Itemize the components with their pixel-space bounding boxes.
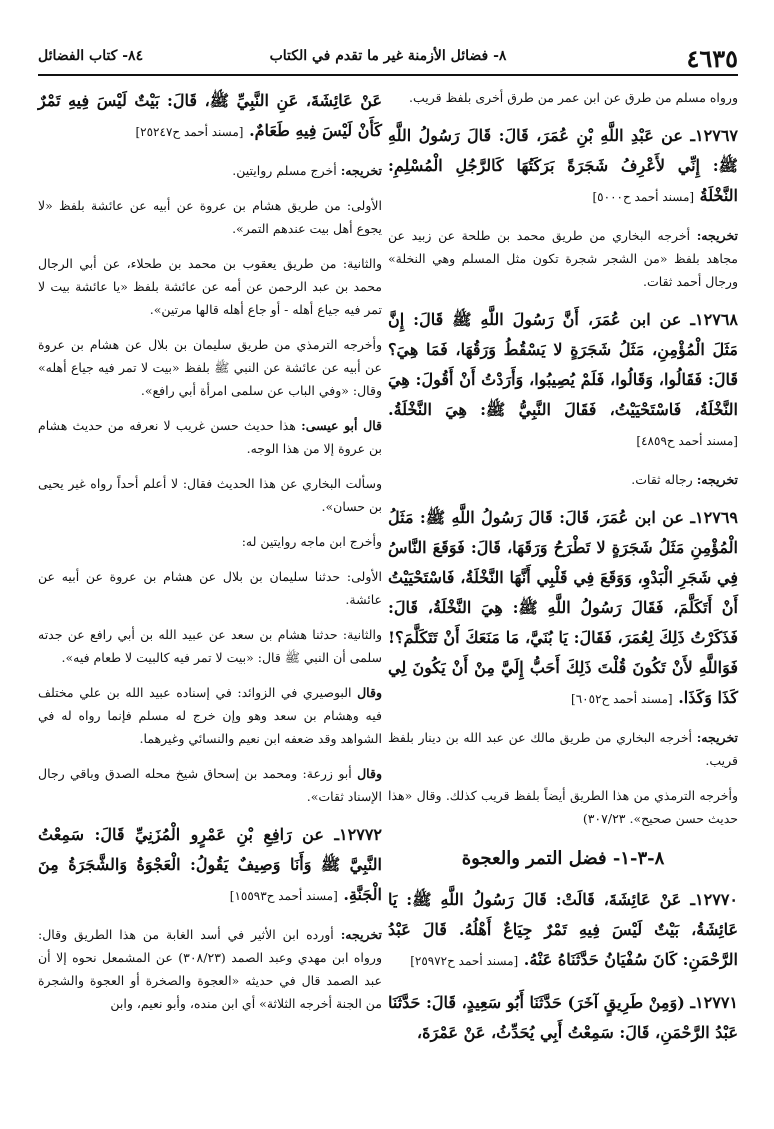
hadith-reference: [مسند أحمد ح٢٥٩٧٢] xyxy=(410,954,519,968)
hadith-text: عن ابن عُمَرَ، أَنَّ رَسُولَ اللَّهِ ﷺ قَالَ: إِنَّ مَثَلَ الْمُؤْمِنِ، مَثَلُ شَجَرَةٍ لا يَسْقُطُ وَرَقُهَا، فَمَا هِيَ؟ قَالَ: فَقَالُوا، وَقَالُوا، فَلَمْ يُصِيبُوا، وَأَرَدْتُ أَنْ أَقُولَ: هِيَ النَّخْلَةُ، فَاسْتَحْيَيْتُ، فَقَالَ النَّبِيُّ ﷺ: هِيَ النَّخْلَةُ. xyxy=(388,310,738,419)
hadith-12767: ١٢٧٦٧ـ عن عَبْدِ اللَّهِ بْنِ عُمَرَ، قَالَ: قَالَ رَسُولُ اللَّهِ ﷺ: إِنِّي لأَعْرِفُ شَجَرَةً بَرَكَتُهَا كَالرَّجُلِ الْمُسْلِمِ: النَّخْلَةُ [مسند أحمد ح٥٠٠٠] xyxy=(388,126,738,205)
note-text: هذا حديث حسن غريب لا نعرفه من حديث هشام بن عروة إلا من هذا الوجه. xyxy=(38,418,382,456)
hadith-number: ١٢٧٧٢ xyxy=(339,825,383,844)
hadith-reference: [مسند أحمد ح٤٨٥٩] xyxy=(636,434,738,448)
note-label: وقال xyxy=(357,766,382,781)
note-text: أبو زرعة: ومحمد بن إسحاق شيخ محله الصدق وباقي رجال الإسناد ثقات». xyxy=(38,766,382,804)
hadith-reference: [مسند أحمد ح٦٠٥٢] xyxy=(571,692,673,706)
abu-isa-note xyxy=(38,414,382,460)
hadith-text: عن رَافِعِ بْنِ عَمْرٍو الْمُزَنِيِّ قَالَ: سَمِعْتُ النَّبِيَّ ﷺ وَأَنَا وَصِيفٌ يَقُولُ: الْعَجْوَةُ وَالشَّجَرَةُ مِنَ الْجَنَّةِ. xyxy=(38,825,382,904)
narration-second: والثانية: من طريق يعقوب بن محمد بن طحلاء، عن أبي الرجال محمد بن عبد الرحمن عن أمه عن عائشة بلفظ «يا عائشة بيت لا تمر فيه جياع أهله - أو جاع أهله قالها مرتين». xyxy=(38,256,382,317)
ibn-majah-first: الأولى: حدثنا سليمان بن بلال عن هشام بن عروة عن أبيه عن عائشة. xyxy=(38,569,382,607)
page-number: ٤٦٣٥ xyxy=(686,44,738,73)
hadith-number: ١٢٧٦٧ xyxy=(695,126,738,145)
hadith-number: ١٢٧٧٠ xyxy=(695,890,738,909)
note-label: قال أبو عيسى: xyxy=(301,418,382,433)
takhrij-label: تخريجه: xyxy=(696,228,738,243)
book-title: ٨٤- كتاب الفضائل xyxy=(38,48,144,64)
takhrij-label: تخريجه: xyxy=(340,927,382,942)
hadith-12769: ١٢٧٦٩ـ عن ابن عُمَرَ، قَالَ: قَالَ رَسُولُ اللَّهِ ﷺ: مَثَلُ الْمُؤْمِنِ مَثَلُ شَجَرَةٍ لا تَطْرَحُ وَرَقَهَا، قَالَ: فَوَقَعَ النَّاسُ فِي شَجَرِ الْبَدْوِ، وَوَقَعَ فِي قَلْبِي أَنَّهَا النَّخْلَةُ، فَاسْتَحْيَيْتُ أَنْ أَتَكَلَّمَ، فَقَالَ رَسُولُ اللَّهِ ﷺ: هِيَ النَّخْلَةُ، قَالَ: فَذَكَرْتُ ذَلِكَ لِعُمَرَ، فَقَالَ: يَا بُنَيَّ، مَا مَنَعَكَ أَنْ تَتَكَلَّمَ؟! فَوَاللَّهِ لأَنْ تَكُونَ قُلْتَ ذَلِكَ أَحَبُّ إِلَيَّ مِنْ أَنْ يَكُونَ لِي كَذَا وَكَذَا. [مسند أحمد ح٦٠٥٢] xyxy=(388,508,739,707)
hadith-reference: [مسند أحمد ح٢٥٢٤٧] xyxy=(135,125,244,139)
takhrij-intro xyxy=(38,159,382,182)
takhrij-text: أورده ابن الأثير في أسد الغابة من هذا الطريق وقال: ورواه ابن مهدي وعبد الصمد (٣٠٨/٢٣) عن المشمعل نحوه إلا أن عبد الصمد قال في حديثه «العجوة والصخرة أو العجوة والشجرة من الجنة أخرجه الثلاثة» أي ابن منده، وأبو نعيم، وابن xyxy=(38,927,382,1011)
hadith-text: عن ابن عُمَرَ، قَالَ: قَالَ رَسُولُ اللَّهِ ﷺ: مَثَلُ الْمُؤْمِنِ مَثَلُ شَجَرَةٍ لا تَطْرَحُ وَرَقَهَا، قَالَ: فَوَقَعَ النَّاسُ فِي شَجَرِ الْبَدْوِ، وَوَقَعَ فِي قَلْبِي أَنَّهَا النَّخْلَةُ، فَاسْتَحْيَيْتُ أَنْ أَتَكَلَّمَ، فَقَالَ رَسُولُ اللَّهِ ﷺ: هِيَ النَّخْلَةُ، قَالَ: فَذَكَرْتُ ذَلِكَ لِعُمَرَ، فَقَالَ: يَا بُنَيَّ، مَا مَنَعَكَ أَنْ تَتَكَلَّمَ؟! فَوَاللَّهِ لأَنْ تَكُونَ قُلْتَ ذَلِكَ أَحَبُّ إِلَيَّ مِنْ أَنْ يَكُونَ لِي كَذَا وَكَذَا. xyxy=(388,508,738,707)
hadith-12772: ١٢٧٧٢ـ عن رَافِعِ بْنِ عَمْرٍو الْمُزَنِيِّ قَالَ: سَمِعْتُ النَّبِيَّ ﷺ وَأَنَا وَصِيفٌ يَقُولُ: الْعَجْوَةُ وَالشَّجَرَةُ مِنَ الْجَنَّةِ. [مسند أحمد ح١٥٥٩٣] xyxy=(38,825,383,904)
takhrij-12768 xyxy=(388,468,738,491)
hadith-text: عَنْ عَائِشَةَ، قَالَتْ: قَالَ رَسُولُ اللَّهِ ﷺ: يَا عَائِشَةُ، بَيْتٌ لَيْسَ فِيهِ تَمْرٌ جِيَاعٌ أَهْلُهُ. قَالَ عَبْدُ الرَّحْمَنِ: كَانَ سُفْيَانُ حَدَّثَنَاهُ عَنْهُ. xyxy=(388,890,738,969)
abu-zura-note xyxy=(38,762,382,808)
tirmidhi-note: وأخرجه الترمذي من طريق سليمان بن بلال عن هشام بن عروة عن أبيه عن عائشة عن النبي ﷺ بلفظ «بيت لا تمر فيه جياع أهله» وقال: «وفي الباب عن سلمى امرأة أبي رافع». xyxy=(38,337,382,398)
hadith-number: ١٢٧٦٨ xyxy=(695,310,738,329)
chapter-title: ٨- فضائل الأزمنة غير ما تقدم في الكتاب xyxy=(269,48,507,64)
left-column xyxy=(38,86,382,1027)
hadith-number: ١٢٧٦٩ xyxy=(695,508,739,527)
takhrij-extra: وأخرجه الترمذي من هذا الطريق أيضاً بلفظ قريب كذلك. وقال «هذا حديث حسن صحيح». ٣٠٧/٢٣) xyxy=(388,788,738,826)
ibn-majah-intro: وأخرج ابن ماجه روايتين له: xyxy=(241,534,382,549)
section-title: ٨-٣-١- فضل التمر والعجوة xyxy=(461,848,665,869)
hadith-reference: [مسند أحمد ح٥٠٠٠] xyxy=(592,190,695,204)
hadith-continuation xyxy=(38,86,382,147)
intro-note: ورواه مسلم من طرق عن ابن عمر من طرق أخرى بلفظ قريب. xyxy=(409,90,738,105)
takhrij-label: تخريجه: xyxy=(696,472,738,487)
hadith-number: ١٢٧٧١ xyxy=(695,993,738,1012)
hadith-12771: ١٢٧٧١ـ (وَمِنْ طَرِيقٍ آخَرَ) حَدَّثَنَا أَبُو سَعِيدٍ، قَالَ: حَدَّثَنَا عَبْدُ الرَّحْمَنِ، قَالَ: سَمِعْتُ أَبِي يُحَدِّثُ، عَنْ عَمْرَةَ، xyxy=(388,993,738,1042)
takhrij-text: أخرجه البخاري من طريق محمد بن طلحة عن زبيد عن مجاهد بلفظ «من الشجر شجرة تكون مثل المسلم وهي النخلة» ورجال أحمد ثقات. xyxy=(388,228,738,289)
bukhari-question: وسألت البخاري عن هذا الحديث فقال: لا أعلم أحداً رواه غير يحيى بن حسان». xyxy=(38,476,382,514)
hadith-12768: ١٢٧٦٨ـ عن ابن عُمَرَ، أَنَّ رَسُولَ اللَّهِ ﷺ قَالَ: إِنَّ مَثَلَ الْمُؤْمِنِ، مَثَلُ شَجَرَةٍ لا يَسْقُطُ وَرَقُهَا، فَمَا هِيَ؟ قَالَ: فَقَالُوا، وَقَالُوا، فَلَمْ يُصِيبُوا، وَأَرَدْتُ أَنْ أَقُولَ: هِيَ النَّخْلَةُ، فَاسْتَحْيَيْتُ، فَقَالَ النَّبِيُّ ﷺ: هِيَ النَّخْلَةُ. [مسند أحمد ح٤٨٥٩] xyxy=(388,310,738,448)
takhrij-12767 xyxy=(388,224,738,293)
note-label: وقال xyxy=(357,685,382,700)
takhrij-text: أخرج مسلم روايتين. xyxy=(232,163,337,178)
hadith-text: (وَمِنْ طَرِيقٍ آخَرَ) حَدَّثَنَا أَبُو سَعِيدٍ، قَالَ: حَدَّثَنَا عَبْدُ الرَّحْمَنِ، قَالَ: سَمِعْتُ أَبِي يُحَدِّثُ، عَنْ عَمْرَةَ، xyxy=(388,993,738,1042)
takhrij-label: تخريجه: xyxy=(696,730,738,745)
narration-first: الأولى: من طريق هشام بن عروة عن أبيه عن عائشة بلفظ «لا يجوع أهل بيت عندهم التمر». xyxy=(38,198,382,236)
hadith-text: عن عَبْدِ اللَّهِ بْنِ عُمَرَ، قَالَ: قَالَ رَسُولُ اللَّهِ ﷺ: إِنِّي لأَعْرِفُ شَجَرَةً بَرَكَتُهَا كَالرَّجُلِ الْمُسْلِمِ: النَّخْلَةُ xyxy=(388,126,738,205)
takhrij-text: أخرجه البخاري من طريق مالك عن عبد الله بن دينار بلفظ قريب. xyxy=(388,730,738,768)
takhrij-label: تخريجه: xyxy=(340,163,382,178)
right-column xyxy=(388,86,738,1060)
takhrij-text: رجاله ثقات. xyxy=(631,472,693,487)
busiri-note xyxy=(38,681,382,750)
ibn-majah-second: والثانية: حدثنا هشام بن سعد عن عبيد الله بن أبي رافع عن جدته سلمى أن النبي ﷺ قال: «بيت لا تمر فيه كالبيت لا طعام فيه». xyxy=(38,627,382,665)
hadith-12770: ١٢٧٧٠ـ عَنْ عَائِشَةَ، قَالَتْ: قَالَ رَسُولُ اللَّهِ ﷺ: يَا عَائِشَةُ، بَيْتٌ لَيْسَ فِيهِ تَمْرٌ جِيَاعٌ أَهْلُهُ. قَالَ عَبْدُ الرَّحْمَنِ: كَانَ سُفْيَانُ حَدَّثَنَاهُ عَنْهُ. [مسند أحمد ح٢٥٩٧٢] xyxy=(388,890,738,969)
page-header xyxy=(38,42,738,76)
hadith-reference: [مسند أحمد ح١٥٥٩٣] xyxy=(229,889,338,903)
hadith-text: عَنْ عَائِشَةَ، عَنِ النَّبِيِّ ﷺ، قَالَ: بَيْتٌ لَيْسَ فِيهِ تَمْرٌ كَأَنْ لَيْسَ فِيهِ طَعَامٌ. xyxy=(38,91,382,140)
note-text: البوصيري في الزوائد: في إسناده عبيد الله بن علي مختلف فيه وهشام بن سعد وهو وإن خرج له مسلم فإنما رواه له في الشواهد وقد ضعفه ابن نعيم والنسائي وغيرهما. xyxy=(38,685,382,746)
takhrij-12772 xyxy=(38,923,382,1015)
takhrij-12769 xyxy=(388,726,738,772)
